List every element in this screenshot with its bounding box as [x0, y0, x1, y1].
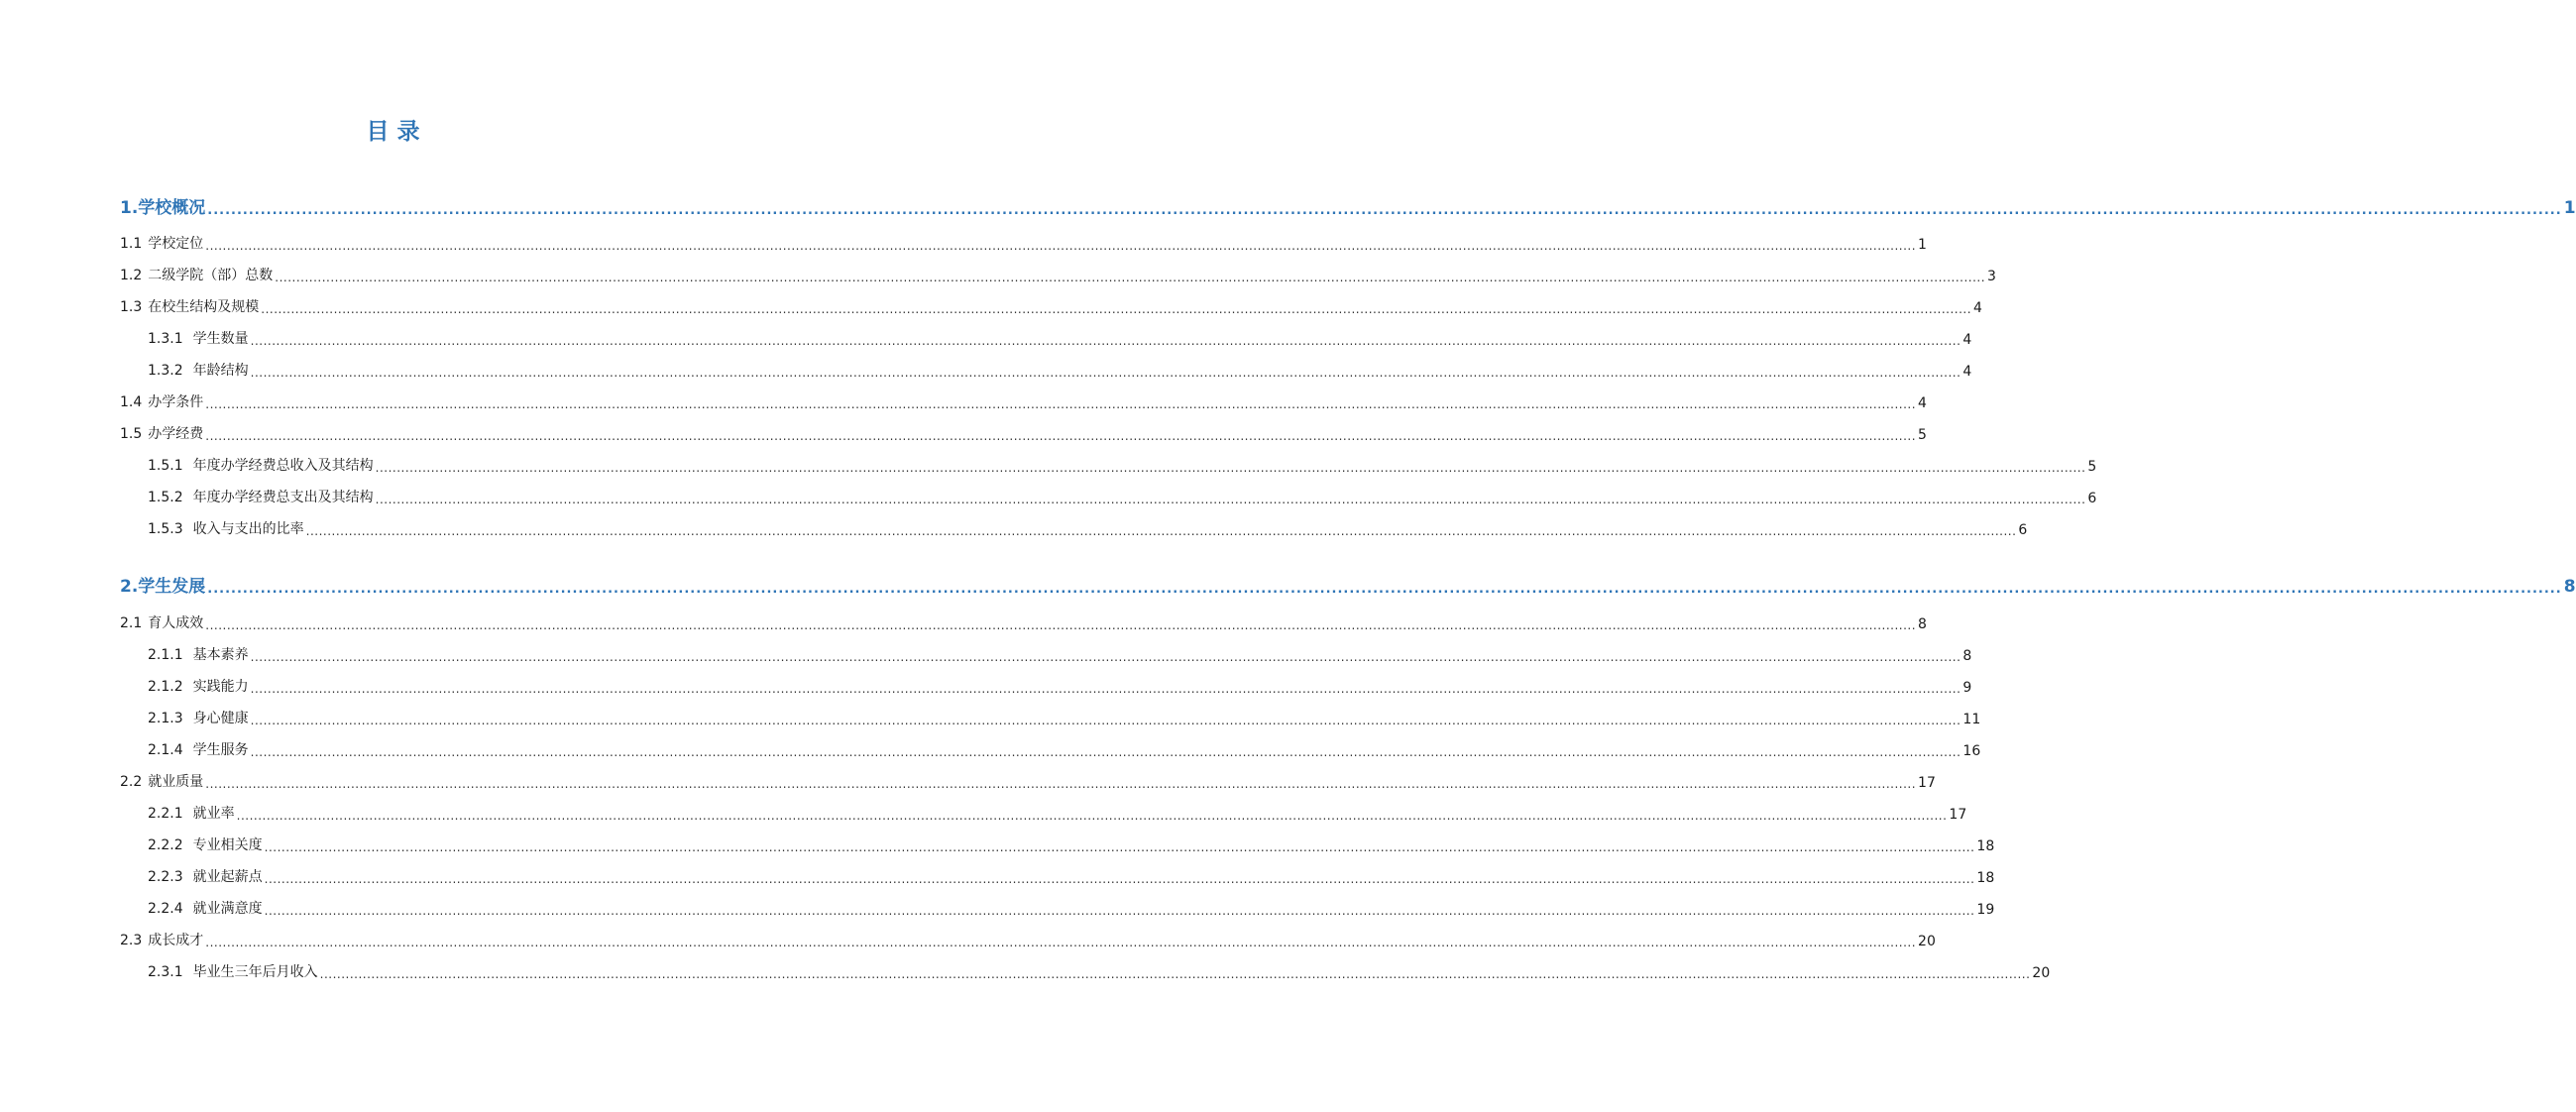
toc-entry[interactable] [148, 455, 2097, 475]
toc-entry-number: 2. [120, 577, 139, 597]
toc-entry[interactable] [120, 265, 1996, 284]
toc-leader-dots: ................................................................................................................................................................................................................................................................................................................................................................................................................ [264, 840, 1975, 854]
toc-entry-page: 9 [1962, 680, 1972, 696]
toc-entry-number: 2.1.4 [148, 742, 183, 758]
toc-entry[interactable] [148, 834, 1995, 854]
toc-leader-dots: ................................................................................................................................................................................................................................................................................................................................................................................................................ [275, 271, 1986, 284]
toc-entry[interactable] [148, 898, 1995, 918]
toc-entry[interactable] [148, 803, 1967, 823]
toc-entry-text: 就业满意度 [192, 901, 263, 917]
toc-entry-text: 学生数量 [192, 331, 249, 347]
toc-entry-number: 1. [120, 198, 139, 218]
toc-leader-dots: ................................................................................................................................................................................................................................................................................................................................................................................................................ [250, 650, 1961, 664]
toc-leader-dots: ................................................................................................................................................................................................................................................................................................................................................................................................................ [250, 366, 1961, 380]
toc-leader-dots: ................................................................................................................................................................................................................................................................................................................................................................................................................ [250, 682, 1961, 696]
toc-leader-dots: ................................................................................................................................................................................................................................................................................................................................................................................................................ [261, 302, 1972, 316]
toc-leader-dots: ................................................................................................................................................................................................................................................................................................................................................................................................................ [264, 872, 1975, 886]
toc-entry-text: 学生服务 [192, 742, 249, 758]
toc-entry-page: 4 [1962, 332, 1972, 348]
toc-leader-dots: ................................................................................................................................................................................................................................................................................................................................................................................................................ [205, 618, 1917, 632]
toc-entry-page: 16 [1962, 743, 1981, 759]
toc-entry-label [148, 961, 318, 981]
toc-entry-number: 2.3 [120, 933, 143, 948]
toc-entry[interactable] [148, 328, 1972, 348]
toc-entry-text: 毕业生三年后月收入 [192, 964, 318, 980]
toc-entry-number: 2.1.1 [148, 647, 183, 663]
toc-title: 目 录 [366, 119, 420, 145]
toc-entry-number: 1.5.1 [148, 458, 183, 474]
toc-entry-number: 1.3 [120, 299, 143, 315]
toc-entry-page: 6 [2018, 522, 2028, 538]
toc-leader-dots: ................................................................................................................................................................................................................................................................................................................................................................................................................ [264, 904, 1975, 918]
toc-entry-text: 办学经费 [148, 426, 204, 442]
toc-entry-label [148, 487, 374, 506]
toc-leader-dots: ................................................................................................................................................................................................................................................................................................................................................................................................................ [236, 809, 1948, 823]
toc-entry-page: 5 [1918, 427, 1927, 443]
toc-entry-text: 二级学院（部）总数 [148, 268, 274, 283]
toc-entry-number: 2.2.3 [148, 869, 183, 885]
toc-entry-text: 学校定位 [148, 236, 204, 252]
toc-entry-number: 1.1 [120, 236, 143, 252]
toc-entry-number: 1.4 [120, 394, 143, 410]
toc-entry-number: 2.2.2 [148, 837, 183, 853]
toc-leader-dots: ................................................................................................................................................................................................................................................................................................................................................................................................................ [205, 936, 1917, 949]
toc-entry-page: 1 [1918, 237, 1927, 253]
toc-entry[interactable] [148, 360, 1972, 380]
toc-entry-page: 3 [1987, 269, 1996, 284]
toc-entry[interactable] [120, 573, 2576, 597]
toc-entry-page: 11 [1962, 712, 1981, 727]
toc-entry-text: 就业率 [192, 806, 235, 822]
toc-entry-label [120, 233, 203, 253]
toc-entry[interactable] [148, 518, 2028, 538]
toc-entry-page: 1 [2563, 198, 2576, 218]
toc-entry[interactable] [120, 930, 1936, 949]
toc-entry-text: 年度办学经费总支出及其结构 [192, 490, 374, 505]
toc-leader-dots: ................................................................................................................................................................................................................................................................................................................................................................................................................ [207, 582, 2562, 597]
toc-leader-dots: ................................................................................................................................................................................................................................................................................................................................................................................................................ [305, 524, 2017, 538]
toc-entry[interactable] [148, 644, 1972, 664]
toc-entry-text: 在校生结构及规模 [148, 299, 260, 315]
toc-entry-number: 1.3.2 [148, 363, 183, 379]
toc-entry-number: 1.3.1 [148, 331, 183, 347]
toc-entry-label [120, 771, 203, 791]
toc-entry-label [148, 834, 263, 854]
toc-leader-dots: ................................................................................................................................................................................................................................................................................................................................................................................................................ [250, 334, 1961, 348]
toc-entry[interactable] [148, 708, 1981, 727]
toc-entry-page: 17 [1918, 775, 1936, 791]
toc-entry-label [148, 739, 249, 759]
toc-entry-label [148, 866, 263, 886]
toc-entry[interactable] [148, 961, 2051, 981]
toc-entry-label [120, 423, 203, 443]
toc-entry[interactable] [120, 233, 1927, 253]
toc-entry-page: 5 [2087, 459, 2097, 475]
toc-entry-page: 6 [2087, 491, 2097, 506]
toc-entry[interactable] [148, 676, 1972, 696]
toc-entry-label [120, 612, 203, 632]
toc-entry-number: 2.1.2 [148, 679, 183, 695]
toc-entry-text: 学校概况 [138, 198, 206, 218]
toc-entry-label [120, 391, 203, 411]
toc-entry-page: 8 [1918, 616, 1927, 632]
toc-entry-page: 8 [1962, 648, 1972, 664]
toc-entry[interactable] [120, 423, 1927, 443]
toc-entry-label [148, 455, 374, 475]
toc-entry-text: 年龄结构 [192, 363, 249, 379]
toc-entry[interactable] [120, 391, 1927, 411]
toc-leader-dots: ................................................................................................................................................................................................................................................................................................................................................................................................................ [207, 203, 2562, 218]
toc-leader-dots: ................................................................................................................................................................................................................................................................................................................................................................................................................ [250, 745, 1961, 759]
toc-leader-dots: ................................................................................................................................................................................................................................................................................................................................................................................................................ [205, 239, 1917, 253]
toc-entry-label [148, 518, 304, 538]
toc-entry-page: 18 [1976, 870, 1995, 886]
toc-entry-number: 1.5.2 [148, 490, 183, 505]
toc-entry-text: 基本素养 [192, 647, 249, 663]
toc-entry-label [120, 193, 205, 218]
toc-entry-number: 1.5.3 [148, 521, 183, 537]
toc-entry-text: 实践能力 [192, 679, 249, 695]
toc-entry-label [120, 572, 205, 597]
toc-entry-text: 成长成才 [148, 933, 204, 948]
toc-entry-number: 2.1.3 [148, 711, 183, 726]
toc-entry-text: 年度办学经费总收入及其结构 [192, 458, 374, 474]
toc-entry-number: 2.2 [120, 774, 143, 790]
toc-entry-text: 专业相关度 [192, 837, 263, 853]
toc-entry-page: 18 [1976, 838, 1995, 854]
toc-entry-text: 收入与支出的比率 [192, 521, 304, 537]
toc-entry-number: 2.3.1 [148, 964, 183, 980]
toc-entry-number: 2.2.1 [148, 806, 183, 822]
toc-entry-label [120, 930, 203, 949]
toc-entry-text: 育人成效 [148, 615, 204, 631]
toc-entry-page: 20 [2032, 965, 2051, 981]
toc-entry[interactable] [148, 739, 1981, 759]
toc-entry-number: 2.2.4 [148, 901, 183, 917]
toc-leader-dots: ................................................................................................................................................................................................................................................................................................................................................................................................................ [375, 493, 2086, 506]
toc-leader-dots: ................................................................................................................................................................................................................................................................................................................................................................................................................ [375, 461, 2086, 475]
toc-entry-page: 19 [1976, 902, 1995, 918]
toc-entry-text: 办学条件 [148, 394, 204, 410]
toc-leader-dots: ................................................................................................................................................................................................................................................................................................................................................................................................................ [205, 429, 1917, 443]
toc-entry-number: 1.5 [120, 426, 143, 442]
toc-leader-dots: ................................................................................................................................................................................................................................................................................................................................................................................................................ [205, 777, 1917, 791]
toc-entry-page: 17 [1949, 807, 1967, 823]
toc-entry-page: 4 [1918, 395, 1927, 411]
toc-entry-label [148, 898, 263, 918]
toc-entry-label [148, 644, 249, 664]
toc-entry[interactable] [120, 771, 1936, 791]
toc-entry-number: 1.2 [120, 268, 143, 283]
toc-entry-page: 20 [1918, 934, 1936, 949]
toc-entry-label [148, 708, 249, 727]
toc-entry-number: 2.1 [120, 615, 143, 631]
toc-entry-text: 身心健康 [192, 711, 249, 726]
toc-entry-label [148, 676, 249, 696]
toc-entry-label [120, 296, 259, 316]
toc-leader-dots: ................................................................................................................................................................................................................................................................................................................................................................................................................ [250, 714, 1961, 727]
toc-leader-dots: ................................................................................................................................................................................................................................................................................................................................................................................................................ [319, 967, 2031, 981]
toc-entry-page: 4 [1962, 364, 1972, 380]
toc-leader-dots: ................................................................................................................................................................................................................................................................................................................................................................................................................ [205, 397, 1917, 411]
toc-entry[interactable] [148, 487, 2097, 506]
toc-entry-label [120, 265, 273, 284]
toc-entry-text: 就业起薪点 [192, 869, 263, 885]
toc-entry-page: 8 [2563, 577, 2576, 597]
toc-entry[interactable] [120, 612, 1927, 632]
toc-entry[interactable] [148, 866, 1995, 886]
toc-entry[interactable] [120, 296, 1982, 316]
toc-entry-label [148, 803, 235, 823]
toc-entry-page: 4 [1973, 300, 1982, 316]
toc-entry[interactable] [120, 194, 2576, 218]
toc-entry-label [148, 328, 249, 348]
toc-entry-label [148, 360, 249, 380]
toc-entry-text: 就业质量 [148, 774, 204, 790]
toc-entry-text: 学生发展 [138, 577, 206, 597]
